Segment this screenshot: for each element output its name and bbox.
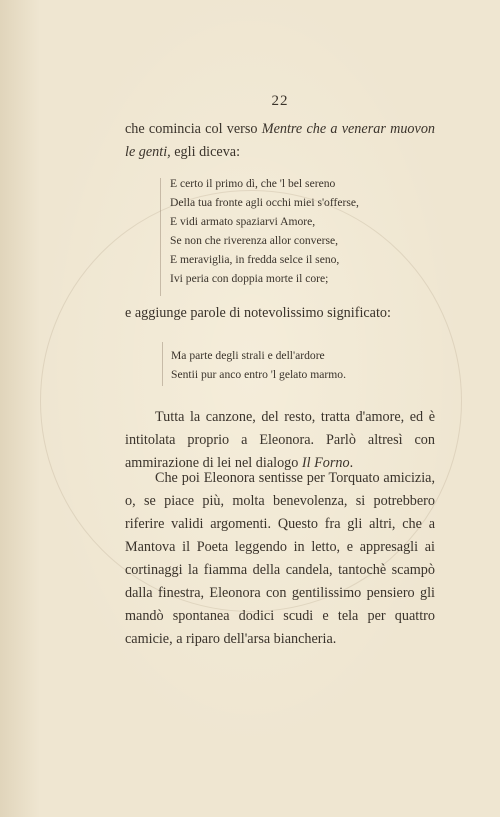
verse-line: E vidi armato spaziarvi Amore,	[170, 215, 316, 229]
verse-quotation-2	[171, 346, 346, 385]
verse-quotation-1	[170, 174, 359, 289]
paragraph-eleonora	[125, 467, 435, 651]
verse-bracket	[160, 178, 161, 296]
verse-line: Della tua fronte agli occhi miei s'offerse,	[170, 196, 359, 210]
verse-line: Ivi peria con doppia morte il core;	[170, 272, 329, 286]
aggiunge-line	[125, 302, 435, 325]
verse-line: Sentii pur anco entro 'l gelato marmo.	[171, 368, 346, 382]
para2-text: Che poi Eleonora sentisse per Torquato amicizia, o, se piace più, molta benevolenza, si potrebbero riferire validi argomenti. Questo fra gli altri, che a Mantova il Poeta leggendo in letto, e appresagli ai cortinaggi la fiamma della candela, tantochè scampò dalla finestra, Eleonora con gentilissimo pensiero gli mandò spontanea dodici scudi e tela per quattro camicie, a riparo dell'arsa biancheria.	[125, 470, 435, 647]
para1-text-a: Tutta la canzone, del resto, tratta d'amore, ed è intitolata proprio a Eleonora. Parlò altresì con ammirazione di lei nel dialogo	[125, 409, 435, 471]
intro-verse-quote: Mentre che a venerar muovon le genti,	[125, 121, 436, 160]
verse-line: E certo il primo dì, che 'l bel sereno	[170, 177, 336, 190]
page-number: 22	[271, 93, 289, 109]
verse-line: Ma parte degli strali e dell'ardore	[171, 349, 325, 362]
intro-paragraph	[125, 118, 435, 164]
verse-bracket	[162, 342, 163, 386]
para1-text-b: .	[349, 455, 354, 471]
dialogue-title: Il Forno	[301, 455, 350, 471]
intro-text-a: che comincia col verso	[125, 121, 262, 137]
aggiunge-text: e aggiunge parole di notevolissimo significato:	[125, 305, 391, 321]
intro-text-b: egli diceva:	[170, 144, 241, 160]
verse-line: Se non che riverenza allor converse,	[170, 234, 339, 248]
paragraph-canzone	[125, 406, 435, 475]
verse-line: E meraviglia, in fredda selce il seno,	[170, 253, 340, 267]
